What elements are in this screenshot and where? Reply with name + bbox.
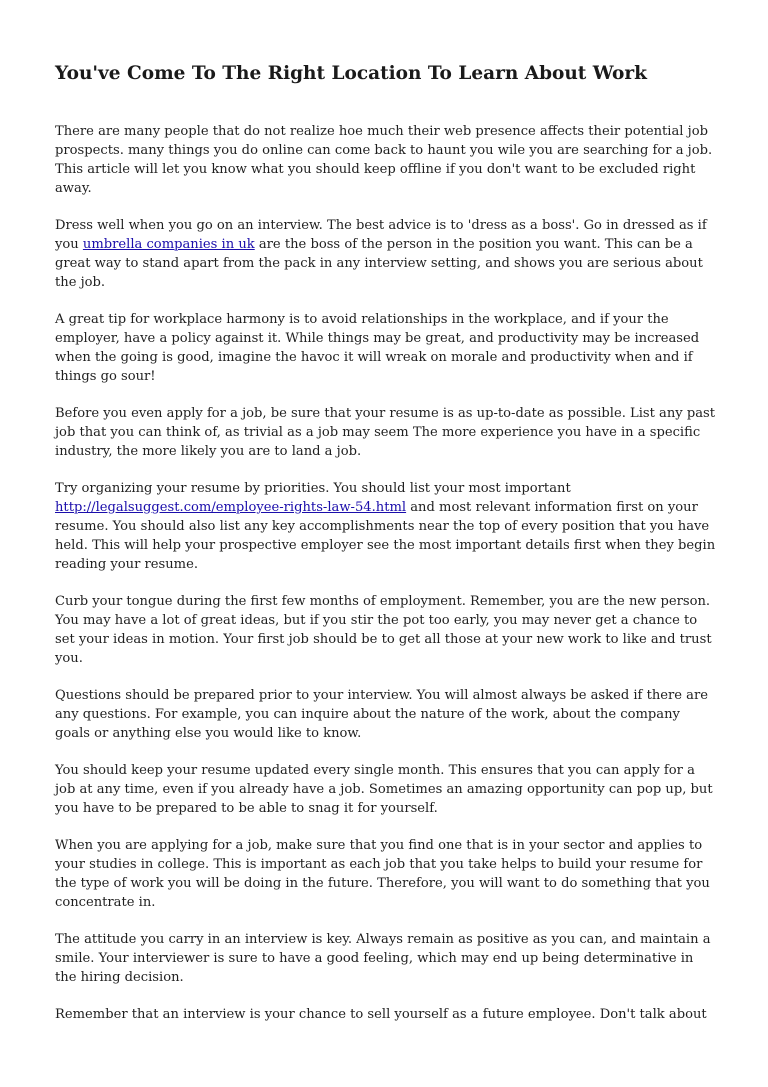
paragraph-6: Curb your tongue during the first few months of employment. Remember, you are the new person. You may have a lot of great ideas, but if you stir the pot too early, you may never get a chance to set your ideas in motion. Your first job should be to get all those at your new work to like and trust you. xyxy=(55,594,712,666)
legalsuggest-link[interactable]: http://legalsuggest.com/employee-rights-law-54.html xyxy=(55,500,407,515)
paragraph-8: You should keep your resume updated every single month. This ensures that you can apply for a job at any time, even if you already have a job. Sometimes an amazing opportunity can pop up, but you have to be prepared to be able to snag it for yourself. xyxy=(55,763,713,816)
page-title: You've Come To The Right Location To Learn About Work xyxy=(55,63,647,84)
umbrella-companies-link[interactable]: umbrella companies in uk xyxy=(82,237,255,252)
paragraph-9: When you are applying for a job, make sure that you find one that is in your sector and applies to your studies in college. This is important as each job that you take helps to build your resume for the type of work you will be doing in the future. Therefore, you will want to do something that you concentrate in. xyxy=(55,838,710,910)
paragraph-5 xyxy=(55,479,717,574)
paragraph-4: Before you even apply for a job, be sure that your resume is as up-to-date as possible. List any past job that you can think of, as trivial as a job may seem The more experience you have in a specific industry, the more likely you are to land a job. xyxy=(55,406,716,459)
paragraph-11: Remember that an interview is your chance to sell yourself as a future employee. Don't talk about xyxy=(55,1007,707,1022)
paragraph-7: Questions should be prepared prior to your interview. You will almost always be asked if there are any questions. For example, you can inquire about the nature of the work, about the company goals or anything else you would like to know. xyxy=(55,688,708,741)
paragraph-2 xyxy=(55,216,717,292)
paragraph-2-before-link: Dress well when you go on an interview. The best advice is to 'dress as a boss'. Go in dressed as if you xyxy=(55,218,707,252)
paragraph-5-before-link: Try organizing your resume by priorities. You should list your most important xyxy=(55,481,571,496)
paragraph-1: There are many people that do not realize hoe much their web presence affects their potential job prospects. many things you do online can come back to haunt you wile you are searching for a job. This article will let you know what you should keep offline if you don't want to be excluded right away. xyxy=(55,124,713,196)
paragraph-5-after-link: and most relevant information first on your resume. You should also list any key accomplishments near the top of every position that you have held. This will help your prospective employer see the most important details first when they begin reading your resume. xyxy=(55,500,716,572)
paragraph-2-after-link: are the boss of the person in the position you want. This can be a great way to stand apart from the pack in any interview setting, and shows you are serious about the job. xyxy=(55,237,703,290)
paragraph-10: The attitude you carry in an interview is key. Always remain as positive as you can, and maintain a smile. Your interviewer is sure to have a good feeling, which may end up being determinative in the hiring decision. xyxy=(55,932,711,985)
paragraph-3: A great tip for workplace harmony is to avoid relationships in the workplace, and if your the employer, have a policy against it. While things may be great, and productivity may be increased when the going is good, imagine the havoc it will wreak on morale and productivity when and if things go sour! xyxy=(55,312,700,384)
document-body xyxy=(55,60,717,1042)
